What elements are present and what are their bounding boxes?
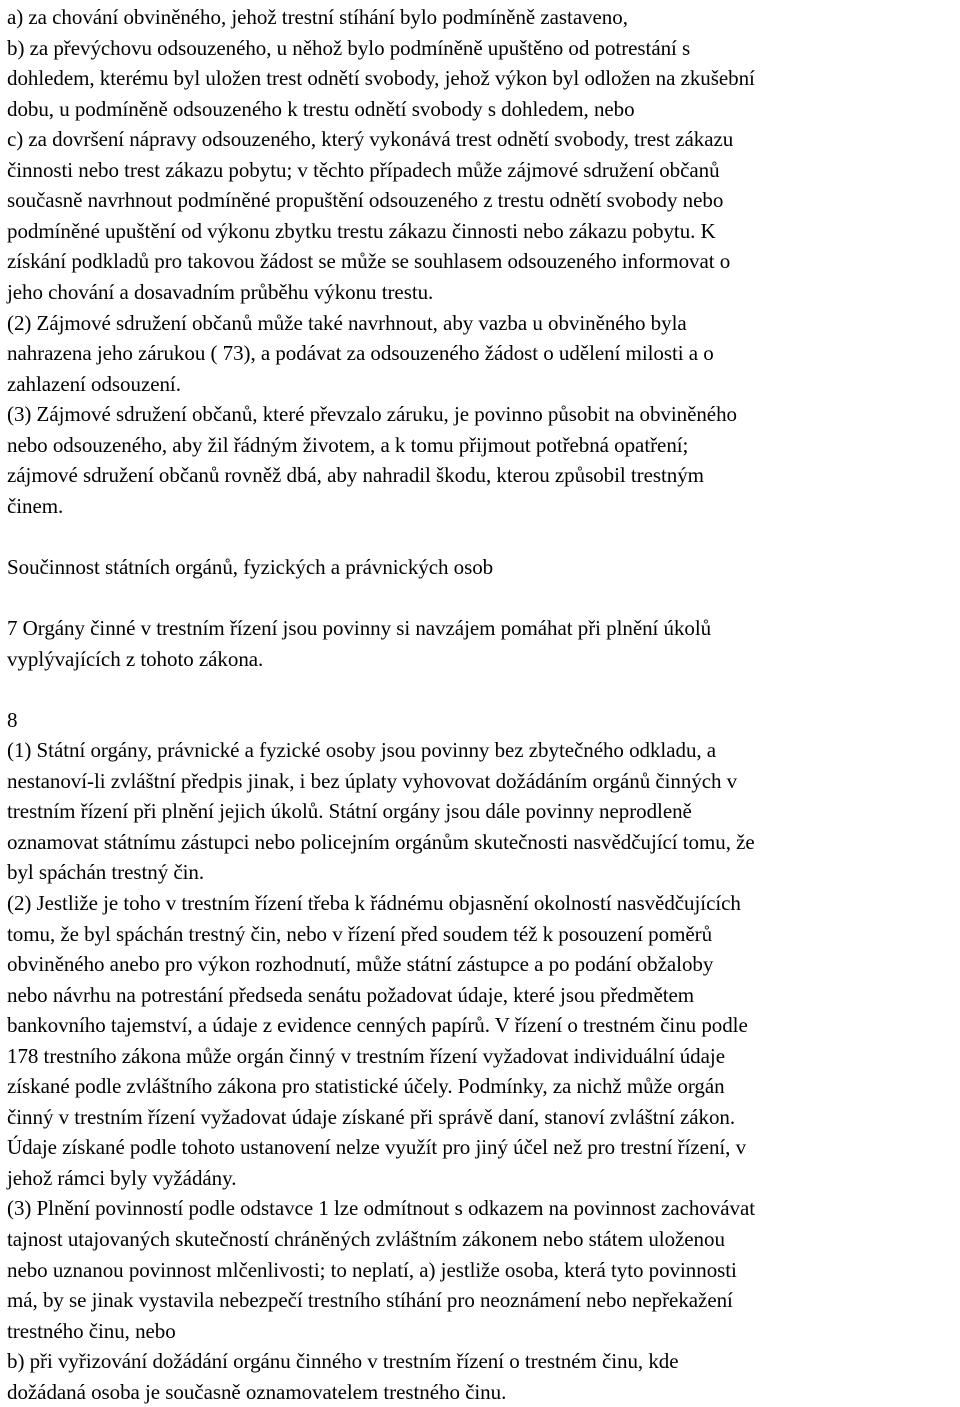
text-line: Součinnost státních orgánů, fyzických a právnických osob xyxy=(7,554,494,579)
text-line: (3) Zájmové sdružení občanů, které převzalo záruku, je povinno působit na obviněného xyxy=(7,402,737,427)
text-line: současně navrhnout podmíněné propuštění odsouzeného z trestu odnětí svobody nebo xyxy=(7,188,724,213)
text-line: oznamovat státnímu zástupci nebo policejním orgánům skutečnosti nasvědčující tomu, že xyxy=(7,829,755,854)
text-line: c) za dovršení nápravy odsouzeného, který vykonává trest odnětí svobody, trest zákazu xyxy=(7,127,734,152)
text-line: zájmové sdružení občanů rovněž dbá, aby nahradil škodu, kterou způsobil trestným xyxy=(7,463,704,488)
text-line: jeho chování a dosavadním průběhu výkonu trestu. xyxy=(7,279,434,304)
text-line: b) při vyřizování dožádání orgánu činného v trestním řízení o trestném činu, kde xyxy=(7,1349,679,1374)
text-line: Údaje získané podle tohoto ustanovení nelze využít pro jiný účel než pro trestní řízení, v xyxy=(7,1135,747,1160)
text-line: dohledem, kterému byl uložen trest odnětí svobody, jehož výkon byl odložen na zkušební xyxy=(7,66,755,91)
text-line: činnosti nebo trest zákazu pobytu; v těchto případech může zájmové sdružení občanů xyxy=(7,157,720,182)
text-line: činný v trestním řízení vyžadovat údaje získané při správě daní, stanoví zvláštní zákon. xyxy=(7,1104,736,1129)
text-line: zahlazení odsouzení. xyxy=(7,371,181,396)
text-line: 8 xyxy=(7,707,18,732)
text-line: tajnost utajovaných skutečností chráněných zvláštním zákonem nebo státem uloženou xyxy=(7,1227,725,1251)
text-line: b) za převýchovu odsouzeného, u něhož bylo podmíněně upuštěno od potrestání s xyxy=(7,35,691,60)
text-line: trestného činu, nebo xyxy=(7,1318,176,1343)
text-line: nahrazena jeho zárukou ( 73), a podávat za odsouzeného žádost o udělení milosti a o xyxy=(7,341,714,366)
text-line: nestanoví-li zvláštní předpis jinak, i bez úplaty vyhovovat dožádáním orgánů činných v xyxy=(7,768,738,793)
text-line: (2) Jestliže je toho v trestním řízení třeba k řádnému objasnění okolností nasvědčujících xyxy=(7,890,741,915)
text-line: (2) Zájmové sdružení občanů může také navrhnout, aby vazba u obviněného byla xyxy=(7,310,687,335)
text-line: jehož rámci byly vyžádány. xyxy=(7,1165,237,1190)
text-line: 7 Orgány činné v trestním řízení jsou povinny si navzájem pomáhat při plnění úkolů xyxy=(7,616,712,640)
text-line: nebo uznanou povinnost mlčenlivosti; to neplatí, a) jestliže osoba, která tyto povinnosti xyxy=(7,1257,737,1282)
text-line: obviněného anebo pro výkon rozhodnutí, může státní zástupce a po podání obžaloby xyxy=(7,952,714,977)
text-line: činem. xyxy=(7,493,64,518)
text-line: 178 trestního zákona může orgán činný v trestním řízení vyžadovat individuální údaje xyxy=(7,1043,725,1068)
text-line: dobu, u podmíněně odsouzeného k trestu odnětí svobody s dohledem, nebo xyxy=(7,96,635,121)
text-line: tomu, že byl spáchán trestný čin, nebo v řízení před soudem též k posouzení poměrů xyxy=(7,921,713,946)
text-line: trestním řízení při plnění jejich úkolů. Státní orgány jsou dále povinny neprodleně xyxy=(7,799,692,824)
text-line: bankovního tajemství, a údaje z evidence cenných papírů. V řízení o trestném činu podle xyxy=(7,1013,748,1038)
text-line: (3) Plnění povinností podle odstavce 1 lze odmítnout s odkazem na povinnost zachovávat xyxy=(7,1196,756,1221)
text-line: nebo odsouzeného, aby žil řádným životem, a k tomu přijmout potřebná opatření; xyxy=(7,432,689,457)
text-line: podmíněné upuštění od výkonu zbytku trestu zákazu činnosti nebo zákazu pobytu. K xyxy=(7,218,716,243)
text-line: vyplývajících z tohoto zákona. xyxy=(7,646,264,671)
text-line: získání podkladů pro takovou žádost se může se souhlasem odsouzeného informovat o xyxy=(7,249,731,274)
text-line: má, by se jinak vystavila nebezpečí trestního stíhání pro neoznámení nebo nepřekažení xyxy=(7,1288,733,1313)
text-line: dožádaná osoba je současně oznamovatelem trestného činu. xyxy=(7,1379,507,1404)
text-line: a) za chování obviněného, jehož trestní stíhání bylo podmíněně zastaveno, xyxy=(7,5,628,29)
text-line: (1) Státní orgány, právnické a fyzické osoby jsou povinny bez zbytečného odkladu, a xyxy=(7,738,717,763)
text-line: byl spáchán trestný čin. xyxy=(7,860,205,885)
text-line: získané podle zvláštního zákona pro statistické účely. Podmínky, za nichž může orgán xyxy=(7,1074,725,1099)
text-line: nebo návrhu na potrestání předseda senátu požadovat údaje, které jsou předmětem xyxy=(7,982,695,1007)
